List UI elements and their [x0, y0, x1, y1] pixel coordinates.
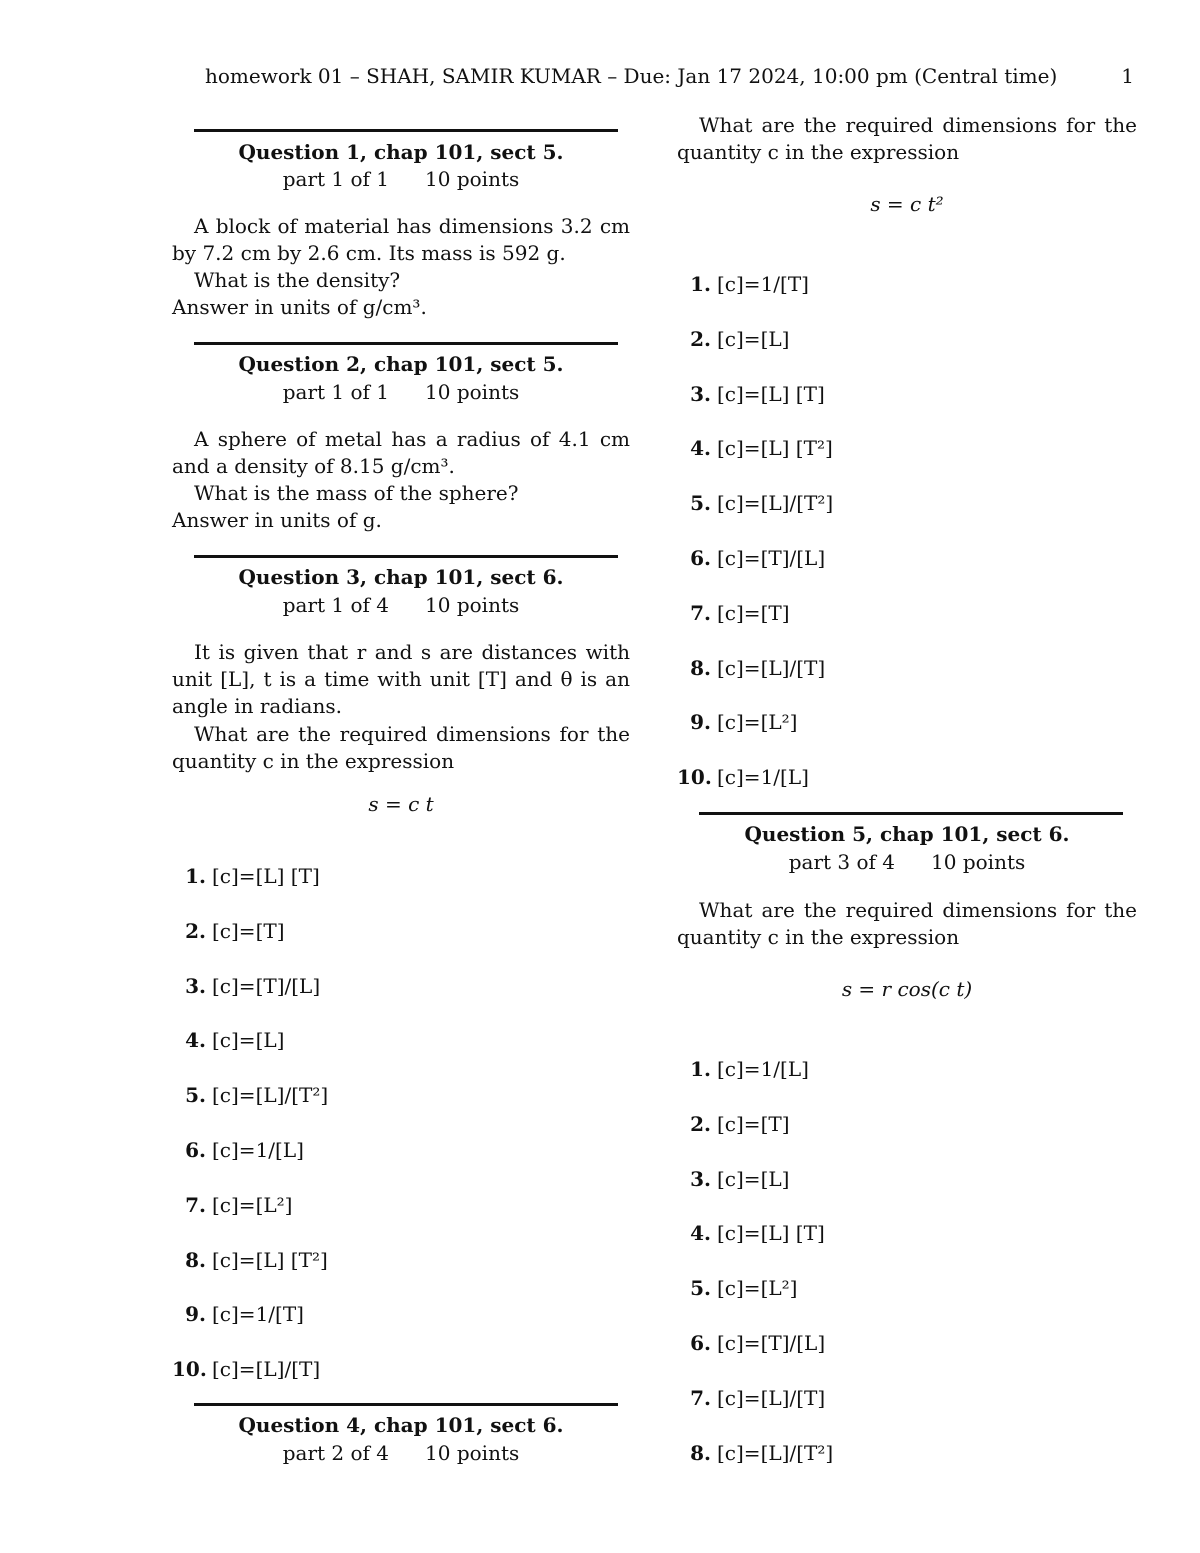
q3-option-9[interactable]: [172, 1302, 304, 1326]
option-text: [c]=1/[T]: [717, 272, 809, 296]
q2-body: A sphere of metal has a radius of 4.1 cm and a density of 8.15 g/cm³.: [172, 427, 630, 478]
q3-title: Question 3, chap 101, sect 6.: [238, 565, 564, 589]
q2-rule: [194, 342, 618, 345]
option-text: [c]=[L]: [717, 1166, 790, 1191]
option-text: [c]=[L]/[T]: [717, 655, 826, 680]
q5-option-6[interactable]: [677, 1331, 825, 1355]
q2-title: Question 2, chap 101, sect 5.: [238, 352, 564, 376]
q4-option-7[interactable]: [677, 601, 790, 625]
q1-part-label: part 1 of 1: [282, 167, 390, 191]
q5-option-7[interactable]: [677, 1386, 825, 1410]
q2-ask: What is the mass of the sphere?: [194, 481, 519, 505]
option-number: 7.: [690, 600, 711, 625]
option-number: 10.: [677, 765, 712, 790]
q3-option-8[interactable]: [172, 1248, 328, 1272]
q3-equation: s = c t: [368, 792, 434, 816]
q4-option-5[interactable]: [677, 491, 833, 515]
header-text: homework 01 – SHAH, SAMIR KUMAR – Due: Jan 17 2024, 10:00 pm (Central time): [205, 64, 1058, 88]
q4-option-6[interactable]: [677, 546, 825, 570]
q5-option-3[interactable]: [677, 1167, 789, 1191]
q4-part: [172, 1441, 630, 1465]
option-text: [c]=[T]: [717, 1111, 790, 1136]
q3-part-label: part 1 of 4: [282, 593, 390, 617]
option-text: [c]=[T]: [717, 600, 790, 625]
option-text: [c]=[L²]: [717, 1276, 798, 1301]
option-text: [c]=1/[L]: [717, 1057, 809, 1081]
q5-ask: What are the required dimensions for the quantity c in the expression: [677, 898, 1137, 949]
option-number: 2.: [690, 326, 711, 351]
q2-part-label: part 1 of 1: [282, 380, 390, 404]
q5-part-label: part 3 of 4: [788, 850, 896, 874]
q5-option-2[interactable]: [677, 1112, 790, 1136]
q4-part-label: part 2 of 4: [282, 1441, 390, 1465]
q3-ask: What are the required dimensions for the quantity c in the expression: [172, 722, 630, 773]
option-text: [c]=[T]/[L]: [212, 973, 321, 998]
q1-part: [172, 167, 630, 191]
q3-option-7[interactable]: [172, 1193, 292, 1217]
q1-rule: [194, 129, 618, 132]
option-text: [c]=[L] [T]: [717, 381, 825, 406]
option-number: 9.: [185, 1302, 206, 1327]
option-number: 10.: [172, 1357, 207, 1382]
q1-ask: What is the density?: [194, 268, 401, 292]
q1-answer: Answer in units of g/cm³.: [172, 295, 427, 319]
option-number: 7.: [690, 1385, 711, 1410]
q5-equation: s = r cos(c t): [841, 977, 973, 1001]
option-text: [c]=1/[L]: [212, 1138, 304, 1162]
option-text: [c]=1/[T]: [212, 1302, 304, 1327]
q5-option-8[interactable]: [677, 1441, 833, 1465]
option-text: [c]=[L] [T]: [717, 1221, 825, 1246]
q3-rule: [194, 555, 618, 558]
option-text: [c]=[L]/[T]: [212, 1357, 321, 1382]
q4-points: 10 points: [425, 1441, 520, 1465]
q1-title: Question 1, chap 101, sect 5.: [238, 140, 564, 164]
q4-option-2[interactable]: [677, 327, 789, 351]
option-number: 3.: [690, 1166, 711, 1191]
q3-option-1[interactable]: [172, 864, 320, 888]
option-number: 8.: [185, 1247, 206, 1272]
option-number: 4.: [690, 1221, 711, 1246]
q3-option-6[interactable]: [172, 1138, 304, 1162]
option-number: 1.: [690, 272, 711, 296]
option-number: 3.: [690, 381, 711, 406]
option-number: 4.: [185, 1028, 206, 1053]
q4-title: Question 4, chap 101, sect 6.: [238, 1413, 564, 1437]
option-text: [c]=[L] [T]: [212, 864, 320, 888]
option-number: 2.: [185, 918, 206, 943]
option-number: 6.: [185, 1138, 206, 1162]
option-number: 1.: [185, 864, 206, 888]
page-header: [205, 64, 1140, 88]
option-text: [c]=[L]/[T]: [717, 1385, 826, 1410]
q2-answer: Answer in units of g.: [172, 508, 382, 532]
option-text: [c]=[L]: [717, 326, 790, 351]
option-number: 3.: [185, 973, 206, 998]
q3-option-3[interactable]: [172, 974, 320, 998]
q3-part: [172, 593, 630, 617]
option-text: [c]=[L²]: [212, 1192, 293, 1217]
option-text: [c]=[L]: [212, 1028, 285, 1053]
q1-points: 10 points: [425, 167, 520, 191]
option-text: [c]=[L]/[T²]: [717, 1440, 834, 1465]
q4-ask: What are the required dimensions for the quantity c in the expression: [677, 113, 1137, 164]
q4-option-10[interactable]: [677, 765, 809, 789]
q3-option-10[interactable]: [172, 1357, 320, 1381]
q5-rule: [699, 812, 1123, 815]
q4-option-8[interactable]: [677, 656, 825, 680]
option-text: [c]=1/[L]: [717, 765, 809, 790]
q3-points: 10 points: [425, 593, 520, 617]
q3-body: It is given that r and s are distances with unit [L], t is a time with unit [T] and θ is an angle in radians.: [172, 640, 630, 718]
option-text: [c]=[T]/[L]: [717, 546, 826, 570]
option-number: 7.: [185, 1192, 206, 1217]
q2-points: 10 points: [425, 380, 520, 404]
q4-rule: [194, 1403, 618, 1406]
q5-part: [677, 850, 1137, 874]
q2-part: [172, 380, 630, 404]
q5-option-5[interactable]: [677, 1276, 797, 1300]
option-text: [c]=[L] [T²]: [717, 436, 833, 461]
option-text: [c]=[L] [T²]: [212, 1247, 328, 1272]
option-number: 4.: [690, 436, 711, 461]
option-number: 8.: [690, 655, 711, 680]
q4-equation: s = c t²: [870, 192, 944, 216]
option-text: [c]=[L]/[T²]: [717, 491, 834, 516]
option-text: [c]=[T]: [212, 918, 285, 943]
page-number: 1: [1121, 64, 1134, 88]
q5-option-1[interactable]: [677, 1057, 809, 1081]
option-text: [c]=[T]/[L]: [717, 1331, 826, 1355]
option-number: 1.: [690, 1057, 711, 1081]
option-number: 8.: [690, 1440, 711, 1465]
option-text: [c]=[L]/[T²]: [212, 1083, 329, 1108]
option-text: [c]=[L²]: [717, 710, 798, 735]
option-number: 5.: [690, 491, 711, 516]
q4-option-1[interactable]: [677, 272, 809, 296]
option-number: 9.: [690, 710, 711, 735]
q3-option-4[interactable]: [172, 1028, 284, 1052]
q5-option-4[interactable]: [677, 1221, 825, 1245]
q4-option-9[interactable]: [677, 710, 797, 734]
q5-title: Question 5, chap 101, sect 6.: [744, 822, 1070, 846]
option-number: 6.: [690, 1331, 711, 1355]
option-number: 2.: [690, 1111, 711, 1136]
q3-option-5[interactable]: [172, 1083, 328, 1107]
q3-option-2[interactable]: [172, 919, 285, 943]
q1-body: A block of material has dimensions 3.2 cm by 7.2 cm by 2.6 cm. Its mass is 592 g.: [172, 214, 630, 265]
q5-points: 10 points: [931, 850, 1026, 874]
option-number: 6.: [690, 546, 711, 570]
q4-option-4[interactable]: [677, 436, 833, 460]
option-number: 5.: [690, 1276, 711, 1301]
q4-option-3[interactable]: [677, 382, 825, 406]
option-number: 5.: [185, 1083, 206, 1108]
